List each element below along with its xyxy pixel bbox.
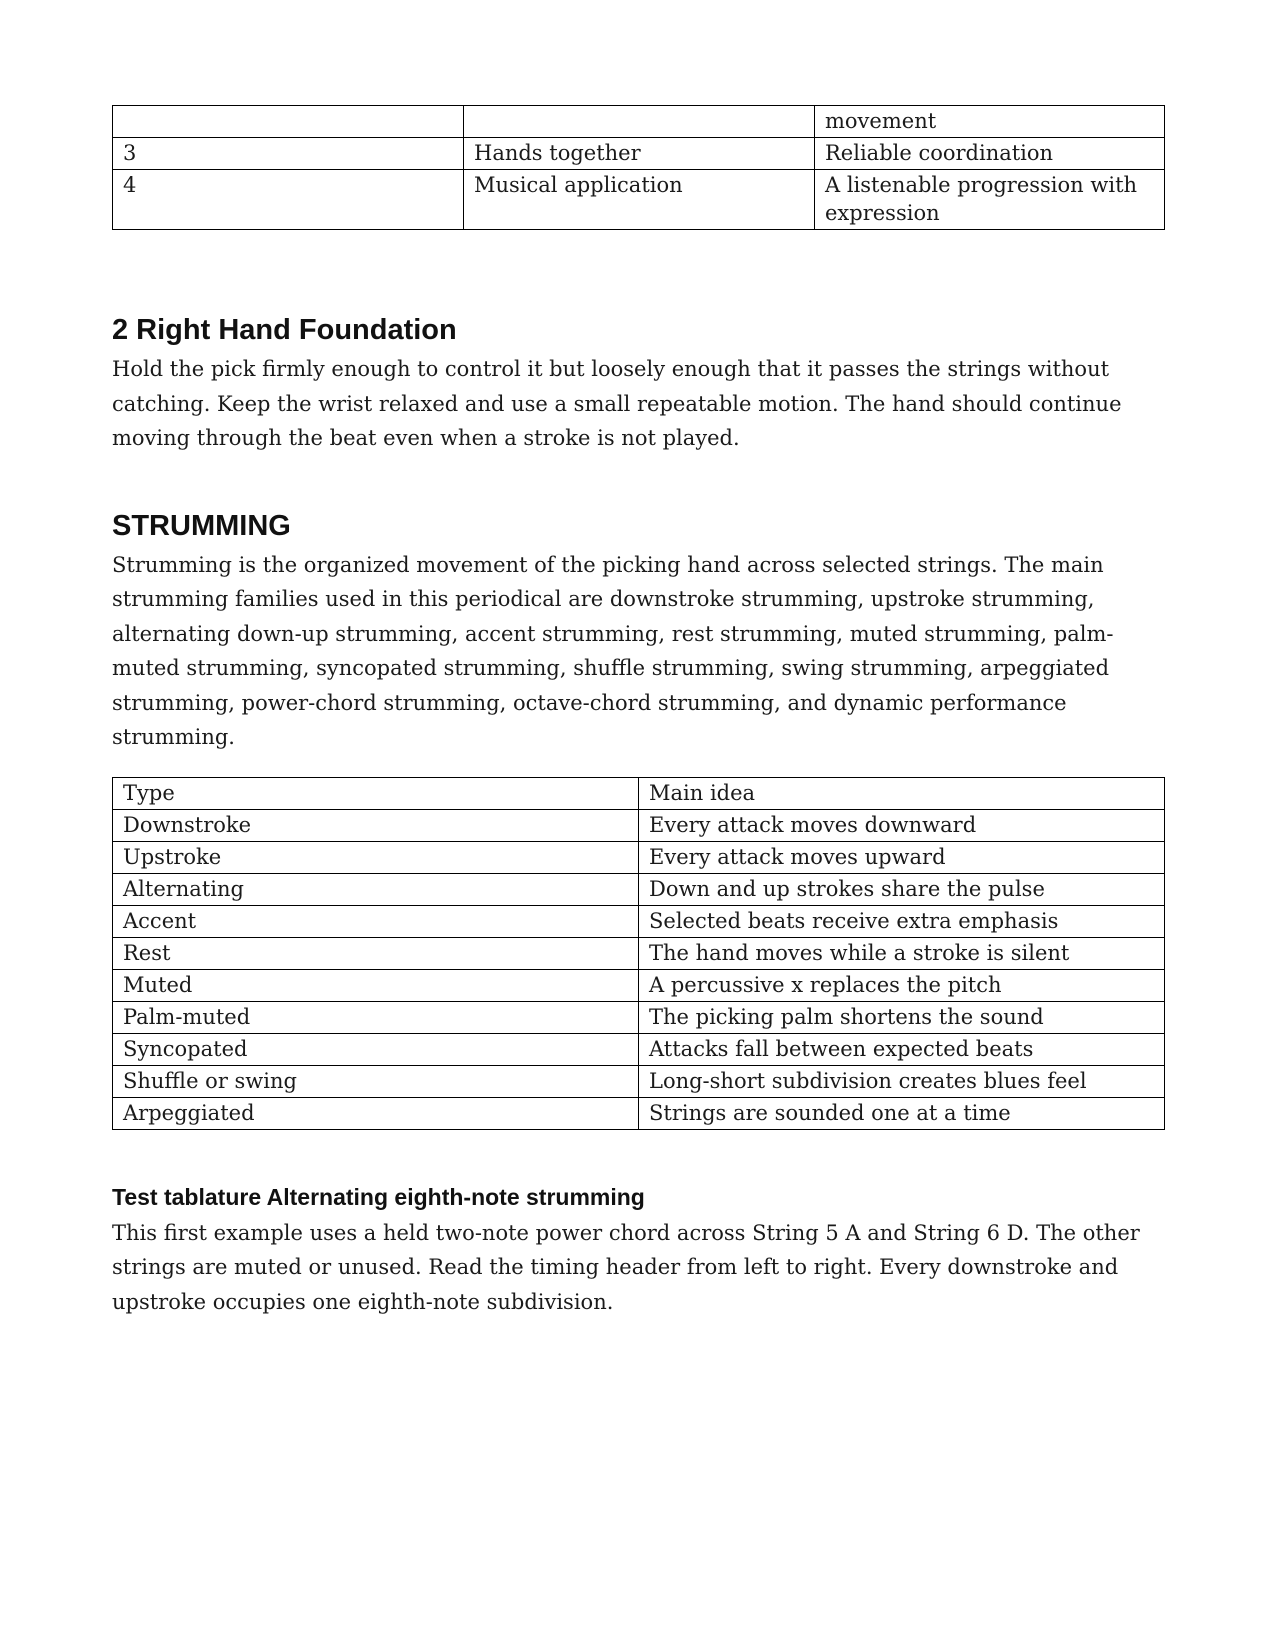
table-cell: Every attack moves upward bbox=[639, 841, 1165, 873]
table-cell: A listenable progression with expression bbox=[815, 170, 1165, 230]
table-row bbox=[113, 841, 1165, 873]
table-cell: Hands together bbox=[464, 138, 815, 170]
table-cell: Down and up strokes share the pulse bbox=[639, 873, 1165, 905]
table-row bbox=[113, 138, 1165, 170]
table-row bbox=[113, 1097, 1165, 1129]
table-cell: Muted bbox=[113, 969, 639, 1001]
table-cell: Selected beats receive extra emphasis bbox=[639, 905, 1165, 937]
table-row bbox=[113, 905, 1165, 937]
section-paragraph-right-hand: Hold the pick firmly enough to control it but loosely enough that it passes the strings without catching. Keep the wrist relaxed and use a small repeatable motion. The hand should continue moving through the beat even when a stroke is not played. bbox=[112, 357, 1122, 450]
table-cell: Every attack moves downward bbox=[639, 809, 1165, 841]
section-heading-strumming: STRUMMING bbox=[112, 509, 291, 542]
table-cell: 4 bbox=[113, 170, 464, 230]
table-header-cell: Type bbox=[113, 777, 639, 809]
table-row bbox=[113, 1001, 1165, 1033]
table-cell: 3 bbox=[113, 138, 464, 170]
table-cell: Reliable coordination bbox=[815, 138, 1165, 170]
table-row bbox=[113, 873, 1165, 905]
table-row bbox=[113, 170, 1165, 230]
table-cell: Syncopated bbox=[113, 1033, 639, 1065]
table-header-cell: Main idea bbox=[639, 777, 1165, 809]
table-row bbox=[113, 1033, 1165, 1065]
table-cell: Upstroke bbox=[113, 841, 639, 873]
table-cell: Strings are sounded one at a time bbox=[639, 1097, 1165, 1129]
table-cell: Attacks fall between expected beats bbox=[639, 1033, 1165, 1065]
strumming-type-table bbox=[112, 777, 1165, 1130]
section-heading-right-hand: 2 Right Hand Foundation bbox=[112, 314, 457, 346]
table-row bbox=[113, 106, 1165, 138]
subsection-heading-test-tablature: Test tablature Alternating eighth-note strumming bbox=[112, 1183, 645, 1210]
table-cell: Alternating bbox=[113, 873, 639, 905]
document-page bbox=[112, 105, 1164, 1319]
table-cell: Rest bbox=[113, 937, 639, 969]
table-cell: Palm-muted bbox=[113, 1001, 639, 1033]
table-row bbox=[113, 969, 1165, 1001]
table-cell: Shuffle or swing bbox=[113, 1065, 639, 1097]
stage-table bbox=[112, 105, 1165, 230]
table-row bbox=[113, 1065, 1165, 1097]
table-cell: The hand moves while a stroke is silent bbox=[639, 937, 1165, 969]
table-cell: Arpeggiated bbox=[113, 1097, 639, 1129]
subsection-paragraph-test-tablature: This first example uses a held two-note power chord across String 5 A and String 6 D. The other strings are muted or unused. Read the timing header from left to right. Every downstroke and upstroke occupies one eighth-note subdivision. bbox=[112, 1220, 1140, 1314]
table-cell: Accent bbox=[113, 905, 639, 937]
table-cell: A percussive x replaces the pitch bbox=[639, 969, 1165, 1001]
table-cell: Downstroke bbox=[113, 809, 639, 841]
section-paragraph-strumming: Strumming is the organized movement of the picking hand across selected strings. The main strumming families used in this periodical are downstroke strumming, upstroke strumming, alternating down-up strumming, accent strumming, rest strumming, muted strumming, palm-muted strumming, syncopated strumming, shuffle strumming, swing strumming, arpeggiated strumming, power-chord strumming, octave-chord strumming, and dynamic performance strumming. bbox=[112, 552, 1114, 749]
table-row bbox=[113, 809, 1165, 841]
table-cell: movement bbox=[815, 106, 1165, 138]
table-header-row bbox=[113, 777, 1165, 809]
table-cell: The picking palm shortens the sound bbox=[639, 1001, 1165, 1033]
table-cell: Musical application bbox=[464, 170, 815, 230]
table-cell: Long-short subdivision creates blues feel bbox=[639, 1065, 1165, 1097]
table-cell bbox=[464, 106, 815, 138]
table-cell bbox=[113, 106, 464, 138]
table-row bbox=[113, 937, 1165, 969]
